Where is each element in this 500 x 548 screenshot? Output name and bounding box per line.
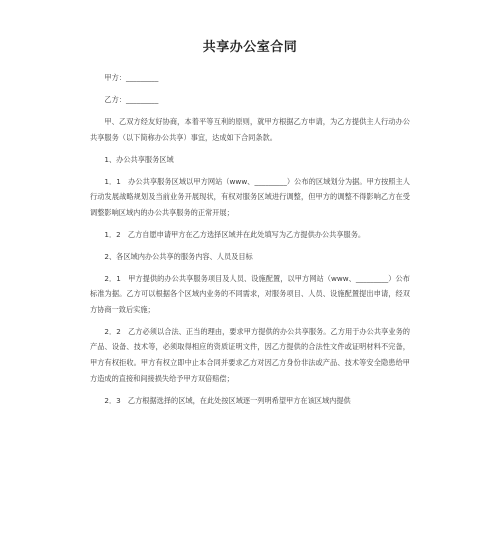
- section-2-heading: 2、各区域内办公共享的服务内容、人员及目标: [104, 251, 253, 261]
- document-body: [90, 70, 410, 415]
- party-b-blank: _________: [125, 94, 159, 104]
- party-b-line: [90, 92, 410, 108]
- clause-2-3: 2．3 乙方根据选择的区域，在此处按区域逐一列明希望甲方在该区域内提供: [104, 395, 351, 405]
- clause-2-2: 2．2 乙方必须以合法、正当的理由，要求甲方提供的办公共享服务。乙方用于办公共享业务的产品、设备、技术等，必须取得相应的资质证明文件，因乙方提供的合法性文件或证明材料不完备，甲方有权拒收。甲方有权立即中止本合同并要求乙方对因乙方身份非法或产品、技术等安全隐患给甲方造成的直接和间接损失给予甲方双倍赔偿；: [90, 326, 410, 383]
- document-title: 共享办公室合同: [202, 40, 298, 55]
- clause-2-1: 2．1 甲方提供的办公共享服务项目及人员、设施配置，以甲方网站（www、_________）公布标准为据。乙方可以根据各个区域内业务的不同需求，对服务项目、人员、设施配置提出申请，经双方协商一致后实施；: [90, 273, 410, 314]
- section-1-heading: 1、办公共享服务区域: [104, 154, 174, 164]
- party-a-label: 甲方：: [104, 73, 126, 82]
- party-a-line: [90, 70, 410, 86]
- clause-1-2: 1．2 乙方自愿申请甲方在乙方选择区域并在此处填写为乙方提供办公共享服务。: [104, 229, 366, 239]
- preamble-paragraph: 甲、乙双方经友好协商，本着平等互利的原则，就甲方根据乙方申请，为乙方提供主人行动办公共享服务（以下简称办公共享）事宜，达成如下合同条款。: [90, 116, 410, 142]
- clause-1-1: 1．1 办公共享服务区域以甲方网站（www、_________）公布的区域划分为据。甲方按照主人行动发展战略规划及当前业务开展现状，有权对服务区域进行调整，但甲方的调整不得影响乙方在受调整影响区域内的办公共享服务的正常开展；: [90, 176, 410, 217]
- party-b-label: 乙方：: [104, 94, 126, 104]
- party-a-blank: _________: [125, 73, 159, 82]
